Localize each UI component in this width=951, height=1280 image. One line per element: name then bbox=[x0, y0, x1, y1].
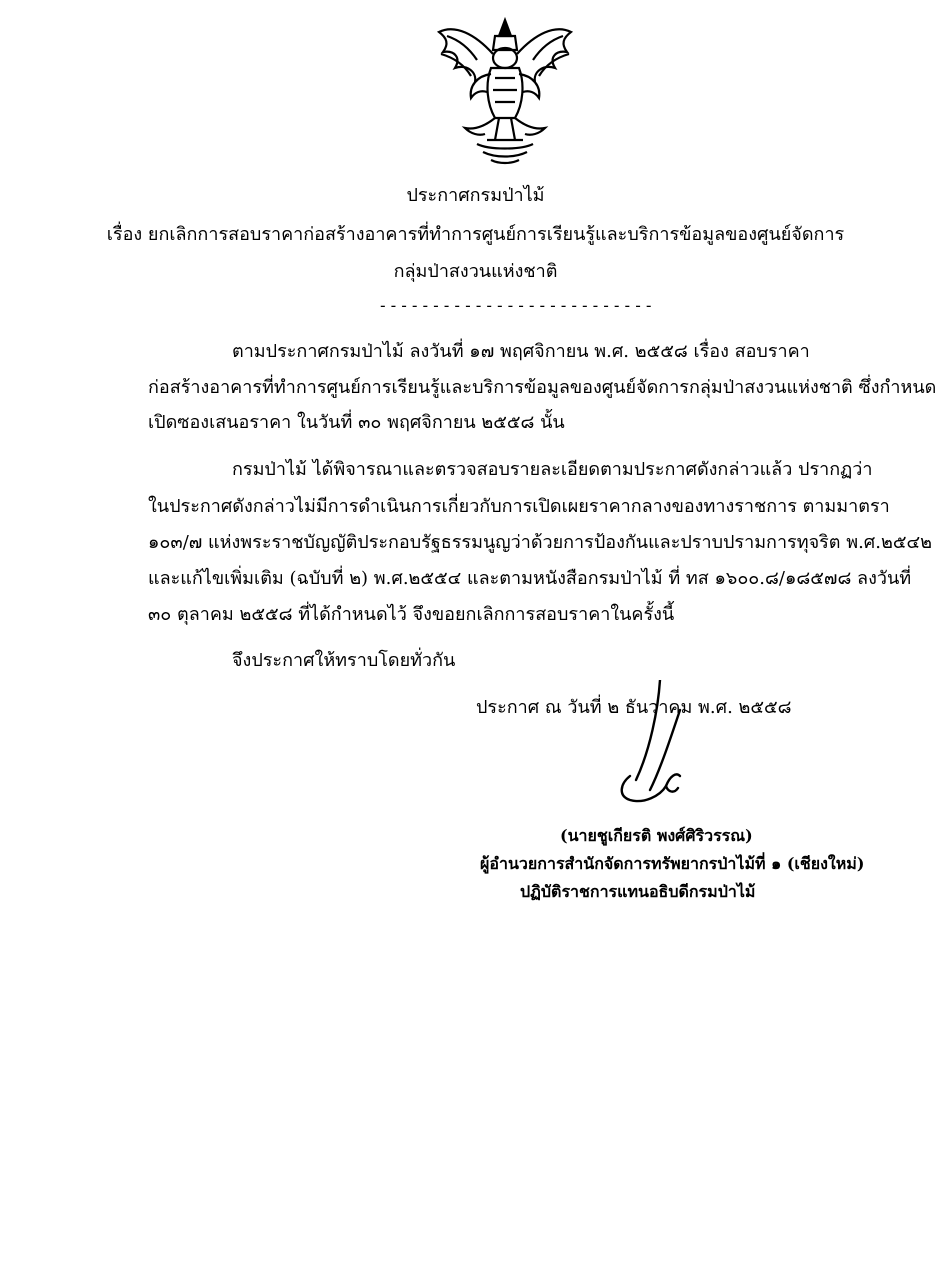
signatory-position: ผู้อำนวยการสำนักจัดการทรัพยากรป่าไม้ที่ ๑ (เชียงใหม่) bbox=[480, 854, 865, 873]
paragraph-2-line-5: ๓๐ ตุลาคม ๒๕๕๘ ที่ได้กำหนดไว้ จึงขอยกเลิกการสอบราคาในครั้งนี้ bbox=[148, 604, 675, 625]
paragraph-1-line-3: เปิดซองเสนอราคา ในวันที่ ๓๐ พฤศจิกายน ๒๕๕๘ นั้น bbox=[148, 412, 565, 433]
paragraph-1-line-2: ก่อสร้างอาคารที่ทำการศูนย์การเรียนรู้และบริการข้อมูลของศูนย์จัดการกลุ่มป่าสงวนแห่งชาติ ซึ่งกำหนด bbox=[148, 377, 937, 398]
paragraph-2-line-1: กรมป่าไม้ ได้พิจารณาและตรวจสอบรายละเอียดตามประกาศดังกล่าวแล้ว ปรากฏว่า bbox=[232, 459, 873, 480]
paragraph-2-line-4: และแก้ไขเพิ่มเติม (ฉบับที่ ๒) พ.ศ.๒๕๕๔ และตามหนังสือกรมป่าไม้ ที่ ทส ๑๖๐๐.๘/๑๘๕๗๘ ลงวันที่ bbox=[148, 568, 912, 589]
paragraph-2-line-3: ๑๐๓/๗ แห่งพระราชบัญญัติประกอบรัฐธรรมนูญว่าด้วยการป้องกันและปราบปรามการทุจริต พ.ศ.๒๕๔๒ bbox=[148, 532, 932, 553]
subject-line-2: กลุ่มป่าสงวนแห่งชาติ bbox=[393, 261, 558, 282]
signatory-name: (นายชูเกียรติ พงศ์ศิริวรรณ) bbox=[560, 826, 753, 845]
paragraph-2-line-2: ในประกาศดังกล่าวไม่มีการดำเนินการเกี่ยวกับการเปิดเผยราคากลางของทางราชการ ตามมาตรา bbox=[148, 496, 890, 517]
signatory-acting: ปฏิบัติราชการแทนอธิบดีกรมป่าไม้ bbox=[520, 882, 756, 901]
closing-line: จึงประกาศให้ทราบโดยทั่วกัน bbox=[232, 650, 456, 671]
announcement-title: ประกาศกรมป่าไม้ bbox=[406, 185, 545, 206]
text-line: ตามประกาศกรมป่าไม้ ลงวันที่ ๑๗ พฤศจิกายน พ.ศ. ๒๕๕๘ เรื่อง สอบราคา bbox=[232, 341, 810, 362]
handwritten-signature bbox=[600, 680, 720, 830]
garuda-emblem bbox=[425, 14, 585, 174]
divider: -------------------------- bbox=[378, 296, 655, 315]
date-line: ประกาศ ณ วันที่ ๒ ธันวาคม พ.ศ. ๒๕๕๘ bbox=[476, 697, 792, 718]
subject-line-1: เรื่อง ยกเลิกการสอบราคาก่อสร้างอาคารที่ทำการศูนย์การเรียนรู้และบริการข้อมูลของศูนย์จัดการ bbox=[106, 224, 845, 245]
paragraph-1-line-1 bbox=[232, 342, 884, 362]
